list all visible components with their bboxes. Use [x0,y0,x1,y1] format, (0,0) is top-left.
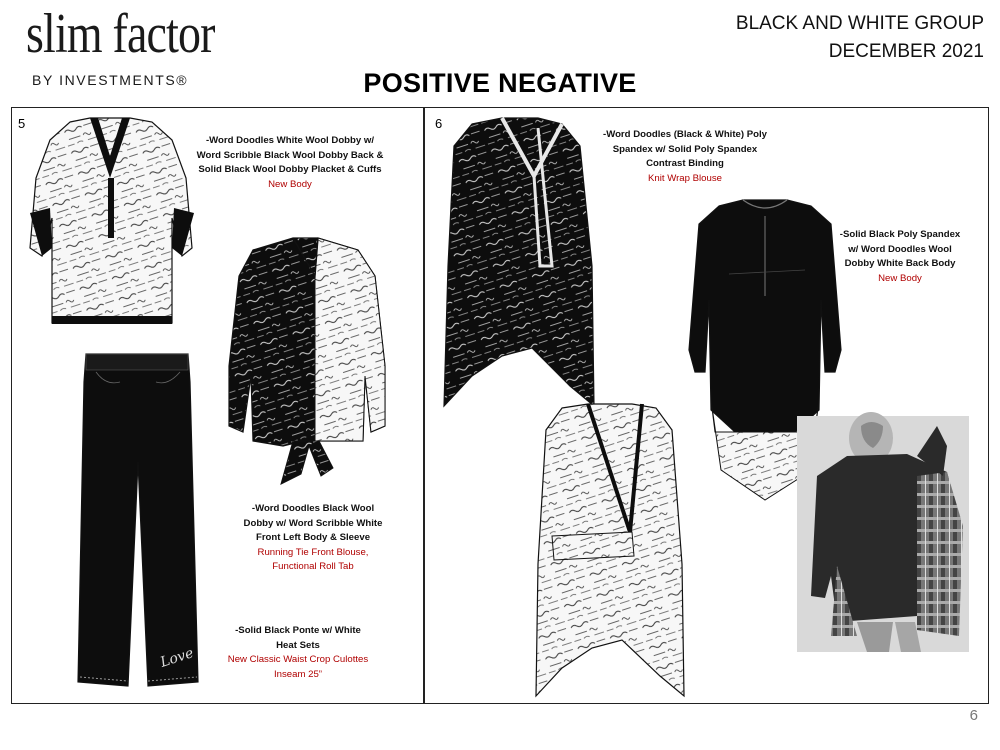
description-line: Word Scribble Black Wool Dobby Back & [196,149,384,161]
description-line: -Solid Black Poly Spandex [839,229,961,240]
sketch-white-wrap-blouse [532,404,692,700]
description-line: w/ Word Doodles Wool [848,243,952,255]
description-body-note: Inseam 25” [274,668,322,680]
description-line: Solid Black Wool Dobby Placket & Cuffs [198,164,382,175]
page-number: 6 [969,707,978,724]
panel-left-number: 5 [18,116,26,131]
description-line: -Word Doodles White Wool Dobby w/ [205,135,375,146]
page-title: POSITIVE NEGATIVE [363,68,637,98]
description-shirt [218,502,408,575]
description-wrap-blouse [590,128,780,186]
description-line: Heat Sets [276,639,320,651]
description-body-note: Knit Wrap Blouse [648,172,722,184]
header-group-block [736,10,984,66]
brand-logo-subtitle: BY INVESTMENTS® [32,72,189,88]
description-line: Front Left Body & Sleeve [255,532,371,543]
brand-logo: slim factor [26,3,215,65]
description-line: -Solid Black Ponte w/ White [235,625,361,636]
group-name: BLACK AND WHITE GROUP [735,13,984,34]
sketch-white-doodle-tunic [22,118,202,340]
description-body-note: New Body [268,178,312,190]
description-line: -Word Doodles (Black & White) Poly [603,129,767,140]
sketch-black-wrap-blouse [442,116,602,406]
panel-right-number: 6 [435,116,443,131]
description-line: -Word Doodles Black Wool [251,503,375,514]
description-body-note: New Body [878,272,922,284]
sketch-black-doodle-shirt [223,236,393,496]
description-line: Spandex w/ Solid Poly Spandex [612,143,758,155]
description-body-note: New Classic Waist Crop Culottes [227,654,369,665]
pants-heat-set-print: Love [158,645,196,671]
photo-model [797,416,969,652]
description-body-note: Running Tie Front Blouse, [257,546,369,558]
description-body-note: Functional Roll Tab [272,561,354,572]
description-henley-top [836,228,964,286]
description-line: Dobby w/ Word Scribble White [243,517,383,529]
group-date: DECEMBER 2021 [828,41,984,62]
sketch-black-culottes [72,352,202,692]
description-tunic [185,134,395,192]
description-culottes [198,624,398,682]
description-line: Dobby White Back Body [844,258,956,269]
description-line: Contrast Binding [646,158,724,169]
